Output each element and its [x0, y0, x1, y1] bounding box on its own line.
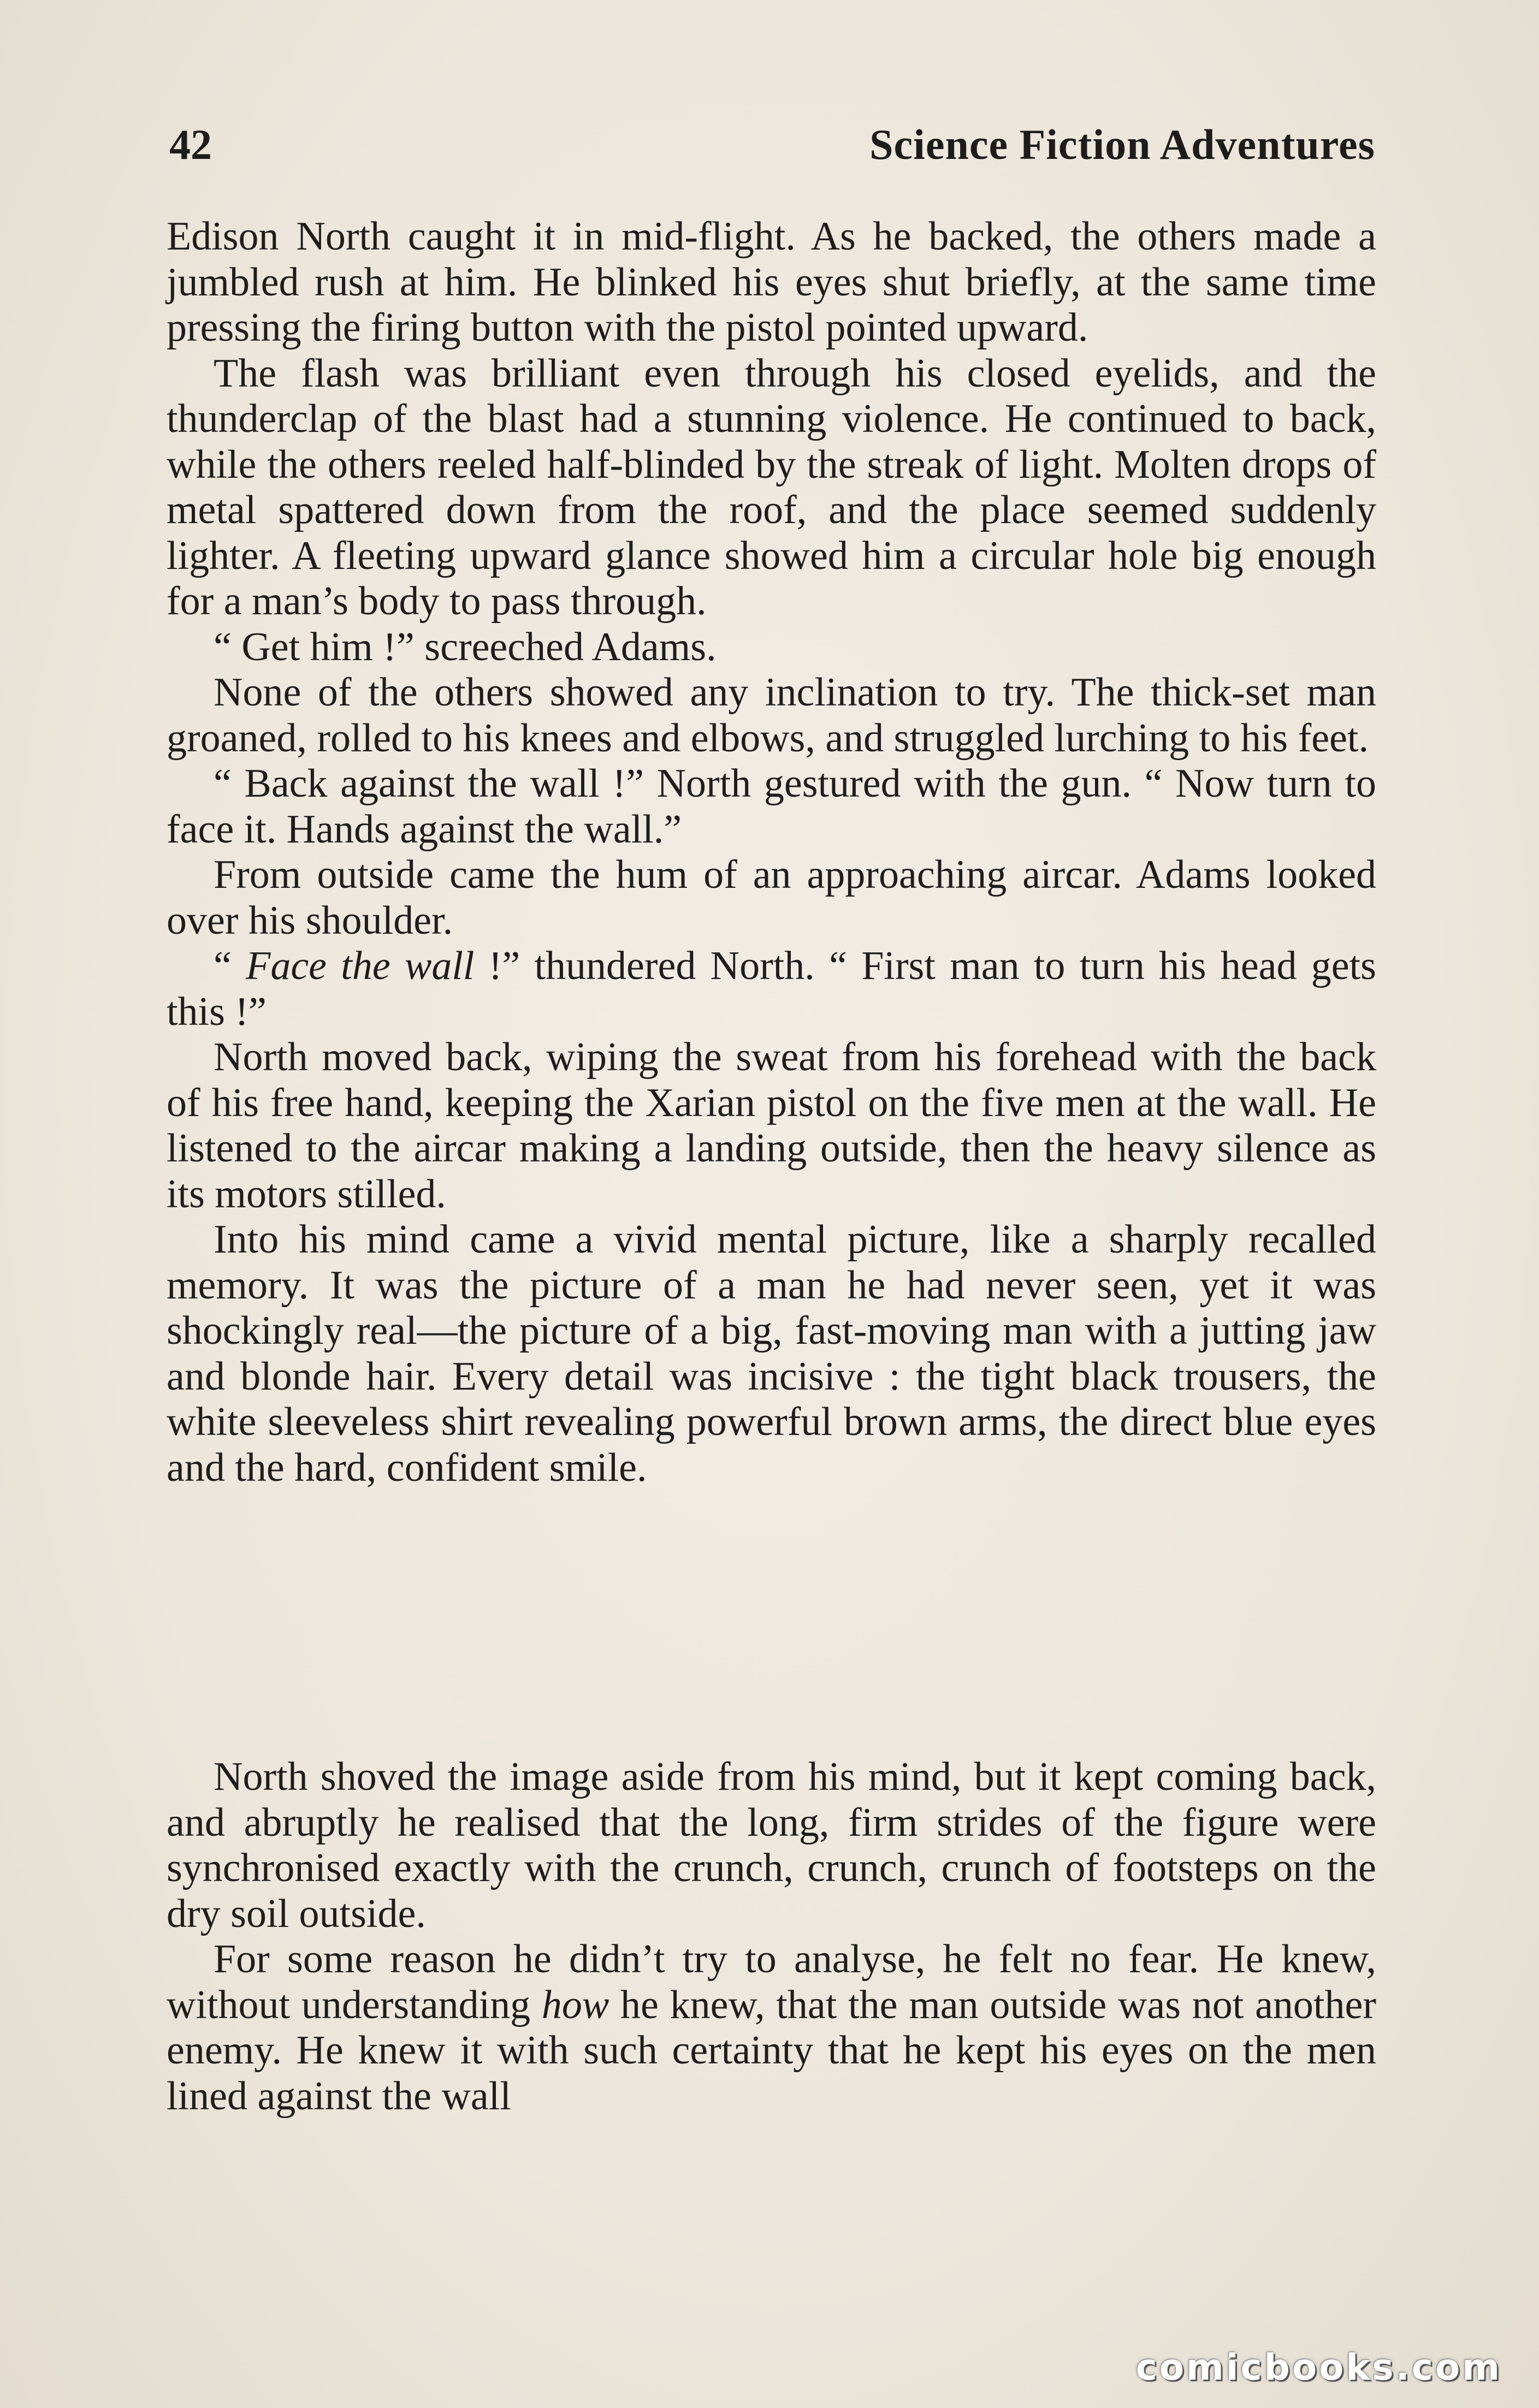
- paragraph-text: !” thundered North. “ First man to turn his head gets this !”: [167, 944, 1376, 1034]
- page-number: 42: [169, 121, 212, 168]
- paragraph-text: For some reason he didn’t try to analyse, he felt no fear. He knew, without understanding: [167, 1937, 1376, 2027]
- paragraph: North moved back, wiping the sweat from his forehead with the back of his free hand, keeping the Xarian pistol on the five men at the wall. He listened to the aircar making a landing outside, then the heavy silence as its motors stilled.: [167, 1035, 1376, 1217]
- paragraph: Edison North caught it in mid-flight. As he backed, the others made a jumbled rush at him. He blinked his eyes shut briefly, at the same time pressing the firing button with the pistol pointed upward.: [167, 214, 1376, 350]
- paragraph: North shoved the image aside from his mind, but it kept coming back, and abruptly he realised that the long, firm strides of the figure were synchronised exactly with the crunch, crunch, crunch of footsteps on the dry soil outside.: [167, 1754, 1376, 1936]
- paragraph: [167, 1937, 1376, 2119]
- text-block-2: [167, 1754, 1376, 2119]
- italic-text: Face the wall: [246, 944, 475, 988]
- running-title: Science Fiction Adventures: [869, 121, 1375, 168]
- paragraph-text: “: [214, 944, 246, 988]
- paragraph: The flash was brilliant even through his closed eyelids, and the thunderclap of the blast had a stunning violence. He continued to back, while the others reeled half-blinded by the streak of light. Molten drops of metal spattered down from the roof, and the place seemed suddenly lighter. A fleeting upward glance showed him a circular hole big enough for a man’s body to pass through.: [167, 351, 1376, 624]
- running-head: [169, 120, 1375, 180]
- paragraph: [167, 944, 1376, 1035]
- text-block-1: [167, 214, 1376, 1491]
- paragraph: Into his mind came a vivid mental picture, like a sharply recalled memory. It was the picture of a man he had never seen, yet it was shockingly real—the picture of a big, fast-moving man with a jutting jaw and blonde hair. Every detail was incisive : the tight black trousers, the white sleeveless shirt revealing powerful brown arms, the direct blue eyes and the hard, confident smile.: [167, 1217, 1376, 1490]
- paragraph-text: he knew, that the man outside was not another enemy. He knew it with such certainty that he kept his eyes on the men lined against the wall: [167, 1982, 1376, 2119]
- paragraph: From outside came the hum of an approaching aircar. Adams looked over his shoulder.: [167, 852, 1376, 943]
- paragraph: “ Get him !” screeched Adams.: [214, 624, 717, 669]
- italic-text: how: [541, 1982, 609, 2027]
- watermark: comicbooks.com: [1135, 2346, 1502, 2388]
- paragraph: “ Back against the wall !” North gestured with the gun. “ Now turn to face it. Hands against the wall.”: [167, 761, 1376, 852]
- paragraph: None of the others showed any inclination to try. The thick-set man groaned, rolled to his knees and elbows, and struggled lurching to his feet.: [167, 670, 1376, 761]
